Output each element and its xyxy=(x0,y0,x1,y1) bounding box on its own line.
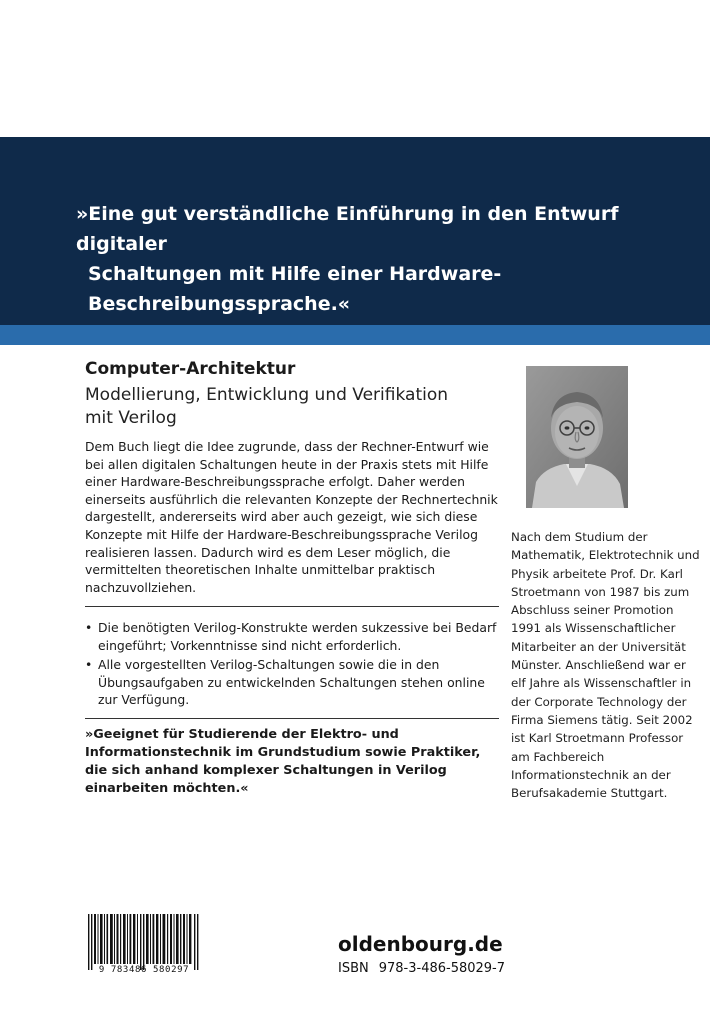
subtitle-line-2: mit Verilog xyxy=(85,408,177,428)
banner-quote-line-2: Schaltungen mit Hilfe einer Hardware-Beschreibungssprache.« xyxy=(88,263,502,315)
list-item-text: Alle vorgestellten Verilog-Schaltungen sowie die in den Übungsaufgaben zu entwickelnden Schaltungen stehen online zur Verfügung. xyxy=(98,657,485,708)
banner-quote xyxy=(76,199,696,319)
isbn-label: ISBN xyxy=(338,961,369,976)
book-subtitle xyxy=(85,384,495,430)
author-bio: Nach dem Studium der Mathematik, Elektrotechnik und Physik arbeitete Prof. Dr. Karl Stroetmann von 1987 bis zum Abschluss seiner Promotion 1991 als Wissenschaftlicher Mitarbeiter an der Universität Münster. Anschließend war er elf Jahre als Wissenschaftler in der Corporate Technology der Firma Siemens tätig. Seit 2002 ist Karl Stroetmann Professor am Fachbereich Informationstechnik an der Berufsakademie Stuttgart. xyxy=(511,530,700,801)
book-description: Dem Buch liegt die Idee zugrunde, dass der Rechner-Entwurf wie bei allen digitalen Schaltungen heute in der Praxis stets mit Hilfe einer Hardware-Beschreibungssprache erfolgt. Daher werden einerseits ausführlich die relevanten Konzepte der Rechnertechnik dargestellt, andererseits wird aber auch gezeigt, wie sich diese Konzepte mit Hilfe der Hardware-Beschreibungssprache Verilog realisieren lassen. Dadurch wird es dem Leser möglich, die vermittelten theoretischen Inhalte unmittelbar praktisch nachzuvollziehen. xyxy=(85,439,498,595)
list-item xyxy=(85,656,499,709)
list-item xyxy=(85,619,499,654)
accent-stripe xyxy=(0,325,710,345)
subtitle-line-1: Modellierung, Entwicklung und Verifikation xyxy=(85,385,449,405)
isbn xyxy=(338,961,505,977)
publisher-website: oldenbourg.de xyxy=(338,932,503,956)
author-photo xyxy=(526,366,628,508)
isbn-number: 978-3-486-58029-7 xyxy=(378,961,506,976)
barcode-number: 9 783486 580297 xyxy=(98,965,190,975)
banner-quote-line-1: »Eine gut verständliche Einführung in den Entwurf digitaler xyxy=(76,203,619,255)
feature-list xyxy=(85,619,499,711)
divider-top xyxy=(85,606,499,607)
bullet-icon: • xyxy=(85,657,93,673)
bullet-icon: • xyxy=(85,620,93,635)
recommendation-quote: »Geeignet für Studierende der Elektro- und Informationstechnik im Grundstudium sowie Praktiker, die sich anhand komplexer Schaltungen in Verilog einarbeiten möchten.« xyxy=(85,727,481,796)
list-item-text: Die benötigten Verilog-Konstrukte werden sukzessive bei Bedarf eingeführt; Vorkenntnisse sind nicht erforderlich. xyxy=(98,620,497,653)
divider-bottom xyxy=(85,718,499,719)
book-title: Computer-Architektur xyxy=(85,359,296,379)
